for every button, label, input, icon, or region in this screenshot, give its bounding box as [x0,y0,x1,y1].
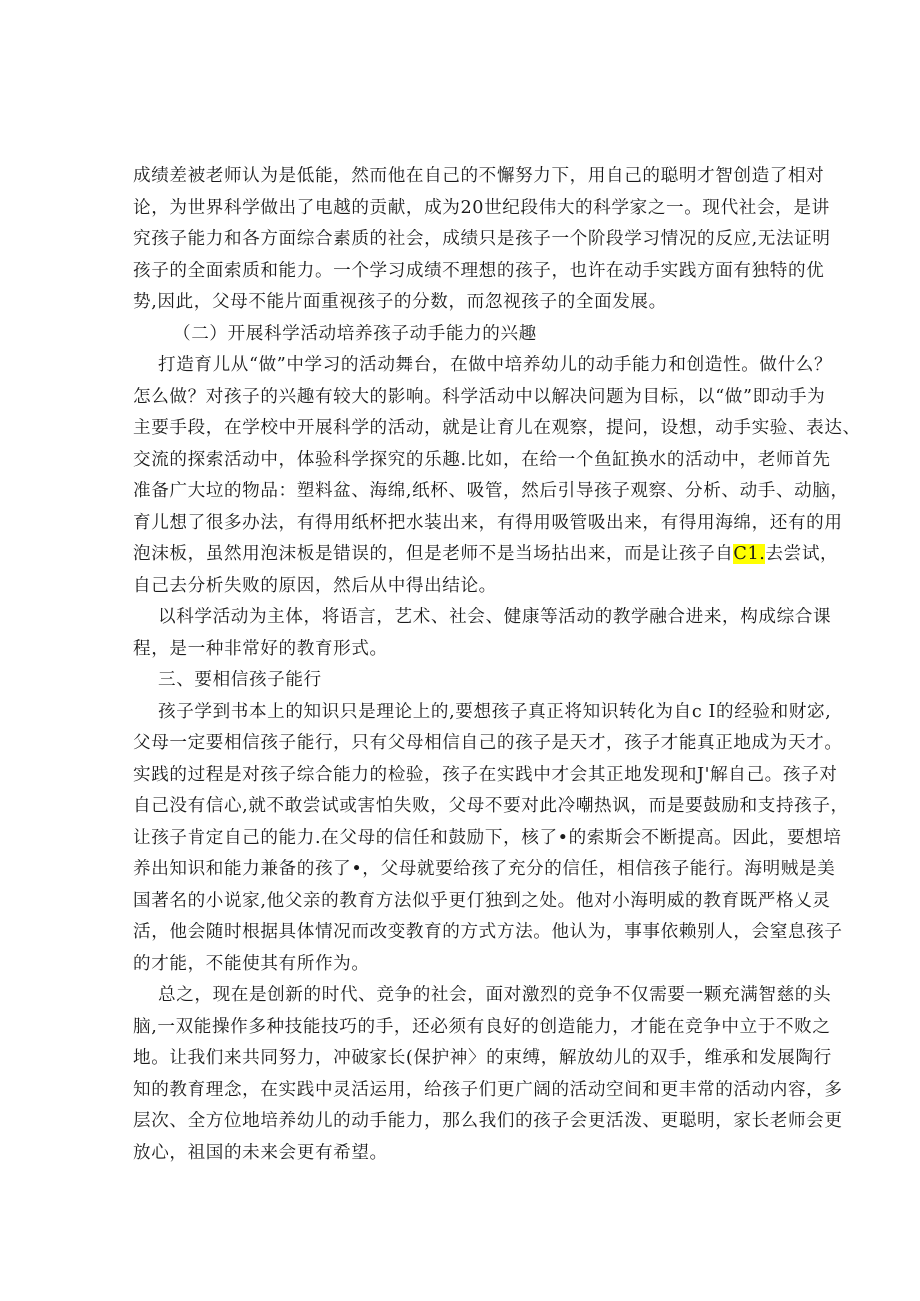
text-line: 实践的过程是对孩子综合能力的检验，孩子在实践中才会其正地发现和J'解自己。孩子对 [133,764,838,785]
paragraph-5 [133,980,843,1169]
paragraph-1 [133,161,831,319]
text-line: 地。让我们来共同努力，冲破家长(保护神〉的束缚，解放幼儿的双手，维承和发展陶行 [133,1048,832,1068]
section-heading-3 [133,665,793,697]
text-line: 势,因此，父母不能片面重视孩子的分数，而忽视孩子的全面发展。 [133,292,667,312]
section-heading-2 [133,319,793,351]
text-line: 让孩子肯定自己的能力.在父母的信任和鼓励下，核了•的索斯会不断提高。因此，要想培 [133,827,842,848]
highlighted-text: C1. [733,544,766,564]
text-line: 国著名的小说家,他父亲的教育方法似乎更仃独到之处。他对小海明威的教育既严格乂灵 [133,890,831,911]
text-line: 脑,一双能操作多种技能技巧的手，还必须有良好的创造能力，才能在竞争中立于不败之 [133,1016,831,1037]
text-line: 父母一定要相信孩子能行，只有父母相信自己的孩子是天才，孩子才能真正地成为天才。 [133,733,843,753]
text-line: 成绩差被老师认为是低能，然而他在自己的不懈努力下，用自己的聪明才智创造了相对 [133,166,825,186]
paragraph-4 [133,697,849,981]
paragraph-3 [133,602,832,665]
heading-text: 三、要相信孩子能行 [158,670,322,690]
text-line: 究孩子能力和各方面综合素质的社会，成绩只是孩子一个阶段学习情况的反应,无法证明 [133,229,831,249]
text-line: 程，是一种非常好的教育形式。 [133,638,388,659]
text-line: 自己去分析失败的原因，然后从中得出结论。 [133,575,497,596]
text-line: 孩子学到书本上的知识只是理论上的,要想孩子真正将知识转化为自c I的经验和财宓, [158,701,832,722]
text-line: 准备广大垃的物品：塑料盆、海绵,纸杯、吸管，然后引导孩子观察、分析、动手、动脑， [133,481,849,501]
heading-text: （二）开展科学活动培养孩子动手能力的兴趣 [173,323,537,344]
text-line: 孩子的全面索质和能力。一个学习成绩不理想的孩子，也许在动手实践方面有独特的优 [133,260,825,281]
text-line: 活，他会随时根据具体情况而改变教育的方式方法。他认为，事事依赖别人，会窒息孩子 [133,922,843,942]
text-line: 知的教育理念，在实践中灵活运用，给孩子们更广阔的活动空间和更丰常的活动内容，多 [133,1079,843,1100]
text-line-with-highlight [133,539,839,571]
document-body [133,161,861,1169]
text-line: 论，为世界科学做出了电越的贡献，成为20世纪段伟大的科学家之一。现代社会，是讲 [133,197,830,218]
text-line: 层次、全方位地培养幼儿的动手能力，那么我们的孩子会更活泼、更聪明，家长老师会更 [133,1111,843,1131]
text-segment: 泡沫板，虽然用泡沫板是错误的，但是老师不是当场拈出来，而是让孩子自 [133,544,734,564]
text-line: 打造育儿从“做”中学习的活动舞台，在做中培养幼儿的动手能力和创造性。做什么？ [158,355,833,375]
text-line: 以科学活动为主体，将语言，艺术、社会、健康等活动的教学融合进来，构成综合课 [158,607,832,627]
text-line: 自己没有信心,就不敢尝试或害怕失败，父母不要对此冷嘲热讽，而是要鼓励和支持孩子， [133,796,849,816]
text-line: 怎么做？对孩子的兴趣有较大的影响。科学活动中以解决问题为目标，以“做”即动手为 [133,386,826,407]
paragraph-2 [133,350,861,602]
text-line: 的才能，不能使其有所作为。 [133,953,370,974]
text-line: 育儿想了很多办法，有得用纸杯把水装出来，有得用吸管吸出来，有得用海绵，还有的用 [133,512,843,533]
text-line: 总之，现在是创新的时代、竞争的社会，面对激烈的竞争不仅需要一颗充满智慈的头 [158,985,832,1005]
text-line: 交流的探索活动中，体验科学探究的乐趣.比如，在给一个鱼缸换水的活动中，老师首先 [133,449,831,470]
text-line: 养出知识和能力兼备的孩了•，父母就要给孩了充分的信任，相信孩子能行。海明贼是美 [133,859,836,879]
text-line: 主要手段，在学校中开展科学的活动，就是让育儿在观察，提问，设想，动手实验、表达、 [133,418,861,438]
text-segment: 去尝试， [765,544,839,564]
text-line: 放心，祖国的未来会更有希望。 [133,1142,388,1163]
